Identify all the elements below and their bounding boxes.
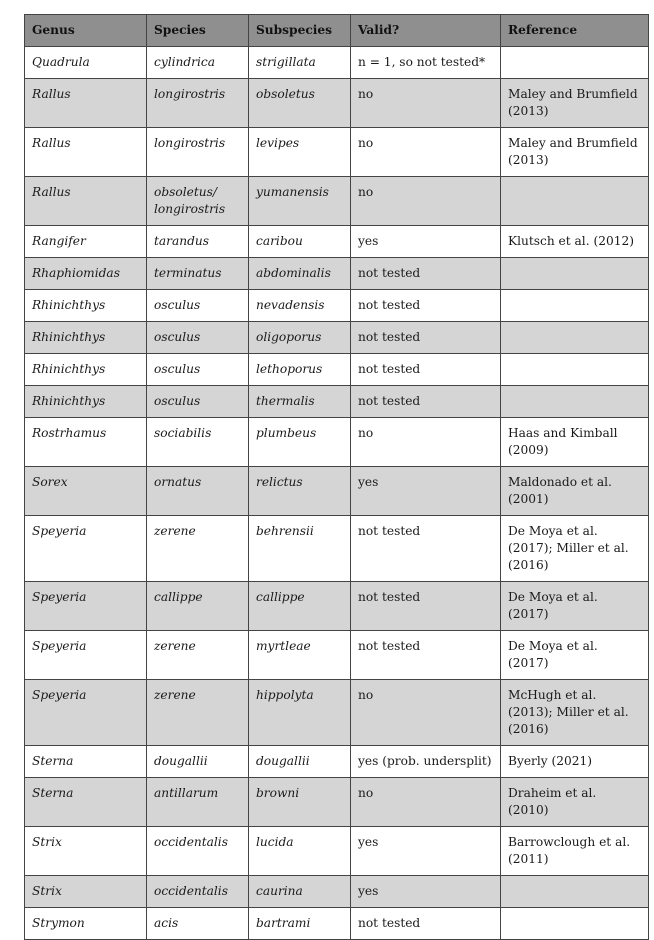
cell-genus: Rallus xyxy=(25,128,147,177)
cell-subspecies: hippolyta xyxy=(249,680,351,746)
header-subspecies: Subspecies xyxy=(249,15,351,47)
cell-species: tarandus xyxy=(147,226,249,258)
cell-reference xyxy=(501,908,649,940)
cell-reference xyxy=(501,177,649,226)
cell-subspecies: relictus xyxy=(249,467,351,516)
cell-valid: n = 1, so not tested* xyxy=(351,47,501,79)
cell-reference: Barrowclough et al. (2011) xyxy=(501,827,649,876)
table-row xyxy=(25,778,649,827)
cell-species: occidentalis xyxy=(147,827,249,876)
table-row xyxy=(25,418,649,467)
cell-genus: Sterna xyxy=(25,778,147,827)
cell-species: zerene xyxy=(147,516,249,582)
cell-subspecies: caurina xyxy=(249,876,351,908)
cell-reference: Byerly (2021) xyxy=(501,746,649,778)
header-valid: Valid? xyxy=(351,15,501,47)
cell-species: dougallii xyxy=(147,746,249,778)
cell-reference: De Moya et al. (2017) xyxy=(501,631,649,680)
cell-subspecies: abdominalis xyxy=(249,258,351,290)
table-row xyxy=(25,908,649,940)
cell-reference xyxy=(501,354,649,386)
cell-subspecies: caribou xyxy=(249,226,351,258)
cell-species: antillarum xyxy=(147,778,249,827)
cell-species: terminatus xyxy=(147,258,249,290)
cell-subspecies: obsoletus xyxy=(249,79,351,128)
cell-genus: Rhinichthys xyxy=(25,322,147,354)
cell-species: longirostris xyxy=(147,128,249,177)
cell-subspecies: lucida xyxy=(249,827,351,876)
cell-subspecies: behrensii xyxy=(249,516,351,582)
cell-genus: Rallus xyxy=(25,177,147,226)
table-row xyxy=(25,746,649,778)
table-row xyxy=(25,226,649,258)
table-header-row xyxy=(25,15,649,47)
cell-valid: not tested xyxy=(351,322,501,354)
cell-valid: yes (prob. undersplit) xyxy=(351,746,501,778)
cell-species: cylindrica xyxy=(147,47,249,79)
cell-valid: yes xyxy=(351,827,501,876)
cell-reference: McHugh et al. (2013); Miller et al. (2016) xyxy=(501,680,649,746)
table-row xyxy=(25,631,649,680)
cell-subspecies: yumanensis xyxy=(249,177,351,226)
subspecies-validity-table xyxy=(24,14,649,940)
cell-genus: Rallus xyxy=(25,79,147,128)
cell-subspecies: thermalis xyxy=(249,386,351,418)
cell-species: osculus xyxy=(147,354,249,386)
table-row xyxy=(25,876,649,908)
cell-species: occidentalis xyxy=(147,876,249,908)
table-body xyxy=(25,47,649,940)
cell-reference: De Moya et al. (2017) xyxy=(501,582,649,631)
table-row xyxy=(25,290,649,322)
cell-reference: Klutsch et al. (2012) xyxy=(501,226,649,258)
cell-species: osculus xyxy=(147,322,249,354)
cell-genus: Speyeria xyxy=(25,582,147,631)
cell-valid: not tested xyxy=(351,908,501,940)
cell-subspecies: dougallii xyxy=(249,746,351,778)
cell-genus: Rostrhamus xyxy=(25,418,147,467)
cell-genus: Strix xyxy=(25,827,147,876)
cell-reference xyxy=(501,258,649,290)
cell-reference: Maley and Brumfield (2013) xyxy=(501,128,649,177)
cell-subspecies: callippe xyxy=(249,582,351,631)
cell-reference xyxy=(501,47,649,79)
table-row xyxy=(25,322,649,354)
table-row xyxy=(25,680,649,746)
cell-valid: no xyxy=(351,680,501,746)
cell-subspecies: nevadensis xyxy=(249,290,351,322)
cell-valid: no xyxy=(351,128,501,177)
header-reference: Reference xyxy=(501,15,649,47)
cell-species: obsoletus/ longirostris xyxy=(147,177,249,226)
header-species: Species xyxy=(147,15,249,47)
table-row xyxy=(25,827,649,876)
table-row xyxy=(25,47,649,79)
table-row xyxy=(25,516,649,582)
cell-subspecies: plumbeus xyxy=(249,418,351,467)
cell-genus: Speyeria xyxy=(25,680,147,746)
cell-subspecies: lethoporus xyxy=(249,354,351,386)
header-genus: Genus xyxy=(25,15,147,47)
cell-species: acis xyxy=(147,908,249,940)
cell-reference: Maley and Brumfield (2013) xyxy=(501,79,649,128)
cell-valid: no xyxy=(351,418,501,467)
cell-species: osculus xyxy=(147,290,249,322)
cell-genus: Sterna xyxy=(25,746,147,778)
cell-species: osculus xyxy=(147,386,249,418)
cell-valid: no xyxy=(351,177,501,226)
cell-valid: not tested xyxy=(351,631,501,680)
table-row xyxy=(25,582,649,631)
cell-species: callippe xyxy=(147,582,249,631)
cell-reference: De Moya et al. (2017); Miller et al. (2016) xyxy=(501,516,649,582)
cell-valid: not tested xyxy=(351,386,501,418)
table-row xyxy=(25,79,649,128)
cell-valid: yes xyxy=(351,226,501,258)
table-row xyxy=(25,386,649,418)
cell-subspecies: levipes xyxy=(249,128,351,177)
cell-species: sociabilis xyxy=(147,418,249,467)
cell-subspecies: browni xyxy=(249,778,351,827)
cell-valid: yes xyxy=(351,876,501,908)
cell-genus: Rhaphiomidas xyxy=(25,258,147,290)
cell-valid: not tested xyxy=(351,354,501,386)
cell-genus: Strymon xyxy=(25,908,147,940)
cell-genus: Rhinichthys xyxy=(25,290,147,322)
cell-reference xyxy=(501,290,649,322)
cell-genus: Sorex xyxy=(25,467,147,516)
cell-valid: no xyxy=(351,778,501,827)
cell-subspecies: myrtleae xyxy=(249,631,351,680)
cell-reference: Maldonado et al. (2001) xyxy=(501,467,649,516)
table-row xyxy=(25,128,649,177)
cell-genus: Speyeria xyxy=(25,631,147,680)
cell-genus: Speyeria xyxy=(25,516,147,582)
cell-subspecies: oligoporus xyxy=(249,322,351,354)
cell-reference xyxy=(501,876,649,908)
table-row xyxy=(25,258,649,290)
cell-valid: not tested xyxy=(351,582,501,631)
cell-genus: Rhinichthys xyxy=(25,354,147,386)
cell-genus: Rhinichthys xyxy=(25,386,147,418)
cell-subspecies: strigillata xyxy=(249,47,351,79)
cell-genus: Strix xyxy=(25,876,147,908)
cell-species: ornatus xyxy=(147,467,249,516)
cell-reference: Haas and Kimball (2009) xyxy=(501,418,649,467)
cell-valid: not tested xyxy=(351,258,501,290)
cell-species: zerene xyxy=(147,680,249,746)
cell-valid: not tested xyxy=(351,290,501,322)
table-row xyxy=(25,354,649,386)
cell-reference xyxy=(501,386,649,418)
cell-species: longirostris xyxy=(147,79,249,128)
cell-valid: no xyxy=(351,79,501,128)
cell-valid: not tested xyxy=(351,516,501,582)
cell-valid: yes xyxy=(351,467,501,516)
cell-genus: Rangifer xyxy=(25,226,147,258)
cell-reference xyxy=(501,322,649,354)
cell-genus: Quadrula xyxy=(25,47,147,79)
cell-subspecies: bartrami xyxy=(249,908,351,940)
cell-species: zerene xyxy=(147,631,249,680)
taxonomy-table-container xyxy=(24,14,648,940)
table-row xyxy=(25,177,649,226)
cell-reference: Draheim et al. (2010) xyxy=(501,778,649,827)
table-row xyxy=(25,467,649,516)
